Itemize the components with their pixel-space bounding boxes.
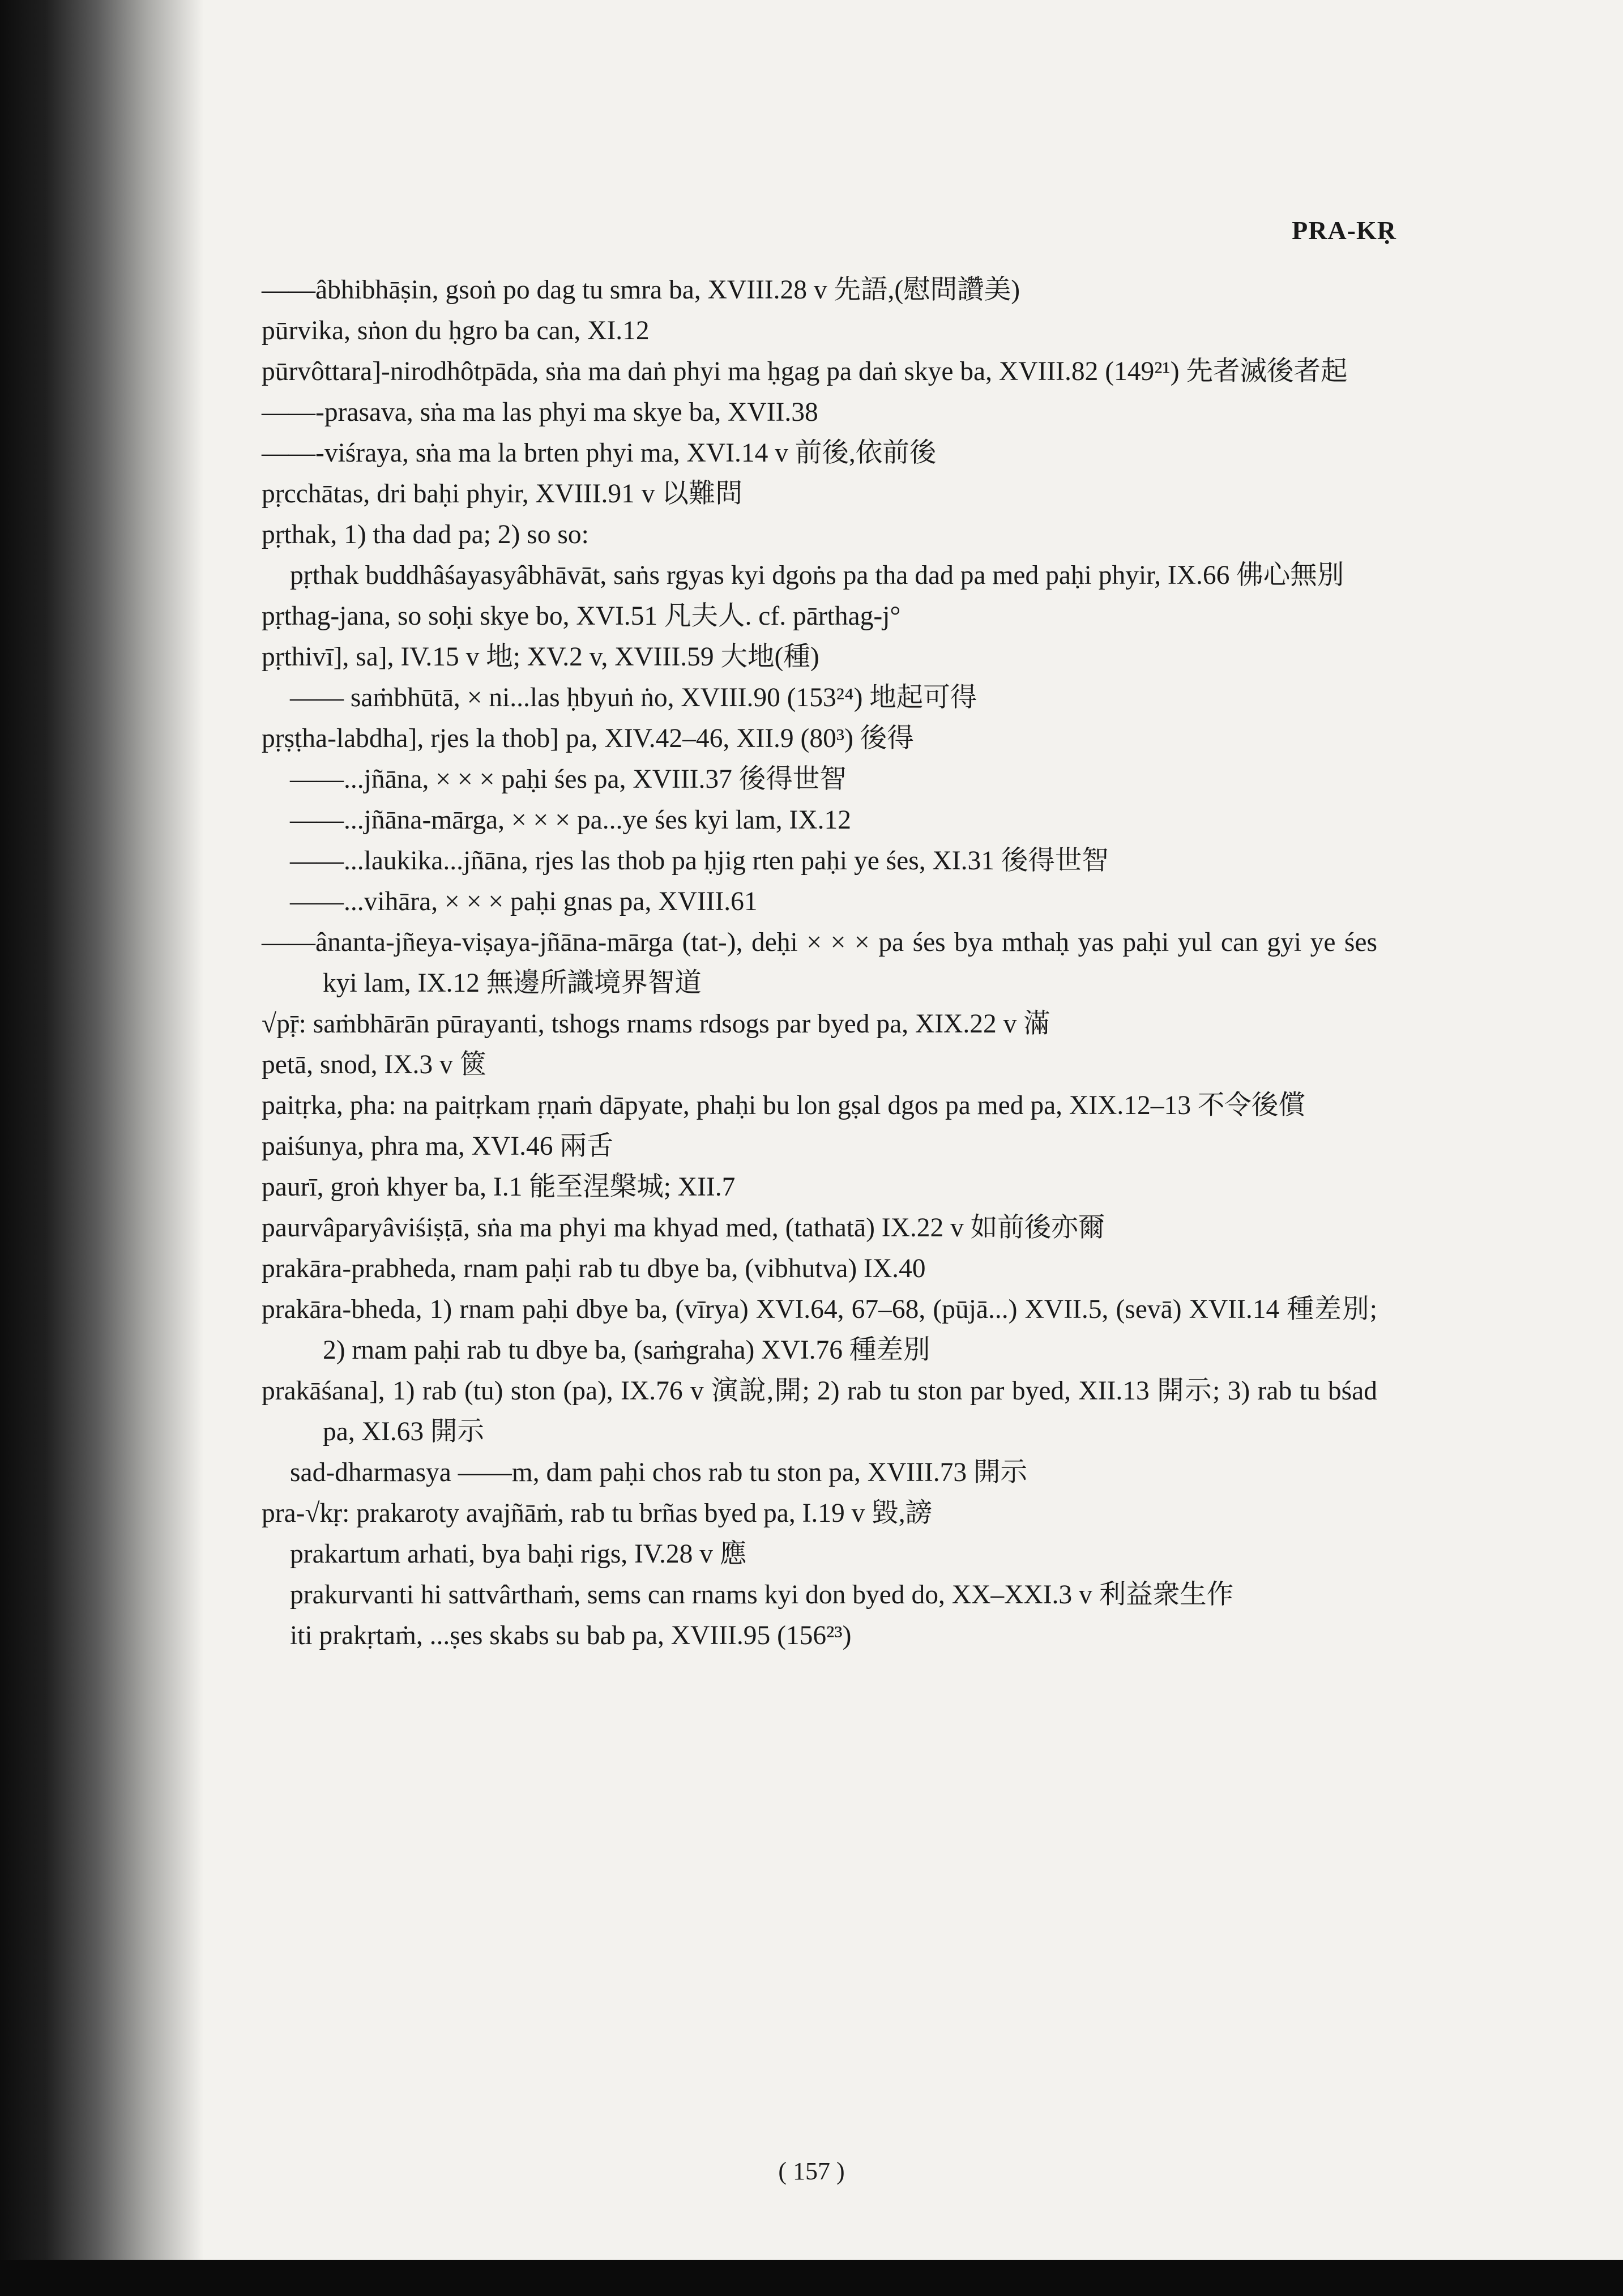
dictionary-entry: √pṝ: saṁbhārān pūrayanti, tshogs rnams rdsogs par byed pa, XIX.22 v 滿 — [262, 1009, 1050, 1039]
dictionary-entry: sad-dharmasya ——m, dam paḥi chos rab tu ston pa, XVIII.73 開示 — [290, 1458, 1028, 1487]
dictionary-entry: ——âbhibhāṣin, gsoṅ po dag tu smra ba, XVIII.28 v 先語,(慰問讚美) — [262, 275, 1020, 305]
dictionary-entry: pra-√kṛ: prakaroty avajñāṁ, rab tu brñas byed pa, I.19 v 毀,謗 — [262, 1499, 933, 1528]
dictionary-entry: pṛthak, 1) tha dad pa; 2) so so: — [262, 520, 589, 549]
page-header: PRA-KṚ — [1292, 216, 1396, 245]
dictionary-entry: paurī, groṅ khyer ba, I.1 能至涅槃城; XII.7 — [262, 1172, 736, 1202]
page-number: ( 157 ) — [778, 2157, 845, 2185]
dictionary-entry: ——-viśraya, sṅa ma la brten phyi ma, XVI.14 v 前後,依前後 — [262, 438, 937, 468]
dictionary-entry: ——...vihāra, × × × paḥi gnas pa, XVIII.61 — [290, 887, 758, 916]
dictionary-entries — [262, 270, 1377, 1656]
dictionary-entry: paiśunya, phra ma, XVI.46 兩舌 — [262, 1132, 614, 1161]
dictionary-entry: pūrvika, sṅon du ḥgro ba can, XI.12 — [262, 316, 650, 345]
dictionary-entry: prakāra-prabheda, rnam paḥi rab tu dbye ba, (vibhutva) IX.40 — [262, 1254, 926, 1283]
dictionary-entry: iti prakṛtaṁ, ...ṣes skabs su bab pa, XVIII.95 (156²³) — [290, 1621, 852, 1650]
dictionary-entry: pṛthak buddhâśayasyâbhāvāt, saṅs rgyas kyi dgoṅs pa tha dad pa med paḥi phyir, IX.66 佛心無別 — [290, 561, 1344, 590]
dictionary-entry: —— saṁbhūtā, × ni...las ḥbyuṅ ṅo, XVIII.90 (153²⁴) 地起可得 — [290, 683, 977, 712]
dictionary-entry: ——...laukika...jñāna, rjes las thob pa ḥjig rten paḥi ye śes, XI.31 後得世智 — [290, 846, 1109, 876]
scan-edge-shadow — [0, 0, 204, 2296]
dictionary-entry: prakartum arhati, bya baḥi rigs, IV.28 v 應 — [290, 1539, 747, 1569]
dictionary-entry: paitṛka, pha: na paitṛkam ṛṇaṁ dāpyate, phaḥi bu lon gṣal dgos pa med pa, XIX.12–13 不令後償 — [262, 1091, 1305, 1120]
dictionary-entry: ——ânanta-jñeya-viṣaya-jñāna-mārga (tat-), deḥi × × × pa śes bya mthaḥ yas paḥi yul can gyi ye śes kyi lam, IX.12 無邊所識境界智道 — [262, 928, 1377, 998]
dictionary-entry: ——-prasava, sṅa ma las phyi ma skye ba, XVII.38 — [262, 398, 818, 427]
dictionary-entry: pṛthivī], sa], IV.15 v 地; XV.2 v, XVIII.59 大地(種) — [262, 642, 819, 672]
dictionary-entry: paurvâparyâviśiṣṭā, sṅa ma phyi ma khyad med, (tathatā) IX.22 v 如前後亦爾 — [262, 1213, 1105, 1243]
scan-bottom-border — [0, 2260, 1623, 2296]
dictionary-entry: petā, snod, IX.3 v 篋 — [262, 1050, 487, 1079]
dictionary-entry: pṛcchātas, dri baḥi phyir, XVIII.91 v 以難問 — [262, 479, 742, 509]
dictionary-entry: prakāra-bheda, 1) rnam paḥi dbye ba, (vīrya) XVI.64, 67–68, (pūjā...) XVII.5, (sevā) XVII.14 種差別; 2) rnam paḥi rab tu dbye ba, (saṁgraha) XVI.76 種差別 — [262, 1295, 1377, 1365]
dictionary-entry: pṛthag-jana, so soḥi skye bo, XVI.51 凡夫人. cf. pārthag-j° — [262, 601, 901, 631]
dictionary-entry: ——...jñāna-mārga, × × × pa...ye śes kyi lam, IX.12 — [290, 805, 852, 835]
dictionary-entry: ——...jñāna, × × × paḥi śes pa, XVIII.37 後得世智 — [290, 765, 847, 794]
dictionary-entry: pūrvôttara]-nirodhôtpāda, sṅa ma daṅ phyi ma ḥgag pa daṅ skye ba, XVIII.82 (149²¹) 先者滅後者起 — [262, 357, 1348, 386]
dictionary-entry: prakurvanti hi sattvârthaṁ, sems can rnams kyi don byed do, XX–XXI.3 v 利益衆生作 — [290, 1580, 1234, 1610]
dictionary-entry: prakāśana], 1) rab (tu) ston (pa), IX.76 v 演說,開; 2) rab tu ston par byed, XII.13 開示; 3) rab tu bśad pa, XI.63 開示 — [262, 1376, 1377, 1446]
dictionary-entry: pṛṣṭha-labdha], rjes la thob] pa, XIV.42–46, XII.9 (80³) 後得 — [262, 724, 914, 753]
